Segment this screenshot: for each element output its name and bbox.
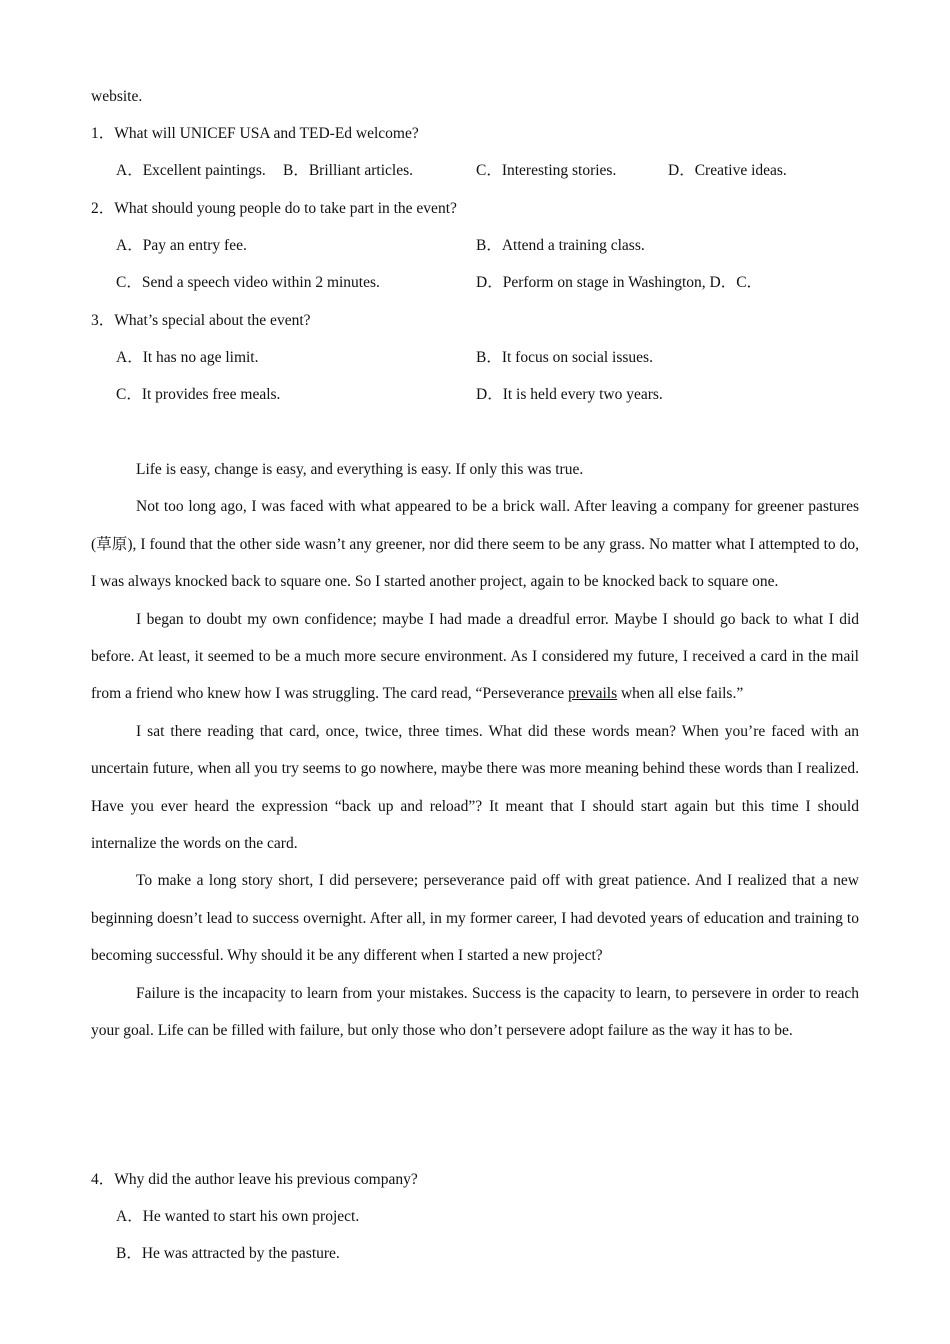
passage-paragraph-3 <box>91 601 859 713</box>
paragraph-3-text-before: I began to doubt my own confidence; maybe I had made a dreadful error. Maybe I should go back to what I did before. At least, it seemed to be a much more secure environment. As I considered my future, I received a card in the mail from a friend who knew how I was struggling. The card read, “Perseverance <box>91 610 859 703</box>
question-4-option-b: B．He was attracted by the pasture. <box>116 1245 340 1262</box>
question-4-option-a: A．He wanted to start his own project. <box>116 1208 360 1225</box>
question-2-option-a: A．Pay an entry fee. <box>116 237 247 254</box>
passage-paragraph-1: Life is easy, change is easy, and everything is easy. If only this was true. <box>136 461 584 478</box>
paragraph-3-text-after: when all else fails.” <box>617 685 744 703</box>
question-3-option-b: B．It focus on social issues. <box>476 349 653 366</box>
question-3-option-a: A．It has no age limit. <box>116 349 259 366</box>
question-2-option-c: C．Send a speech video within 2 minutes. <box>116 274 380 291</box>
underlined-word: prevails <box>568 685 618 703</box>
question-4-stem: 4．Why did the author leave his previous company? <box>91 1171 418 1188</box>
question-1-option-b: B．Brilliant articles. <box>283 162 414 179</box>
passage-paragraph-6: Failure is the incapacity to learn from your mistakes. Success is the capacity to learn, to persevere in order to reach your goal. Life can be filled with failure, but only those who don’t persevere adopt failure as the way it has to be. <box>91 984 859 1040</box>
passage-paragraph-2: Not too long ago, I was faced with what appeared to be a brick wall. After leaving a company for greener pastures (草原), I found that the other side wasn’t any greener, nor did there seem to be any grass. No matter what I attempted to do, I was always knocked back to square one. So I started another project, again to be knocked back to square one. <box>91 498 859 591</box>
question-2-option-d: D．Perform on stage in Washington, D．C． <box>476 274 763 291</box>
question-1-option-c: C．Interesting stories. <box>476 162 617 179</box>
passage-paragraph-4: I sat there reading that card, once, twice, three times. What did these words mean? When you’re faced with an uncertain future, when all you try seems to go nowhere, maybe there was more meaning behind these words than I realized. Have you ever heard the expression “back up and reload”? It meant that I should start again but this time I should internalize the words on the card. <box>91 722 859 853</box>
question-3-option-c: C．It provides free meals. <box>116 386 281 403</box>
question-1-stem: 1．What will UNICEF USA and TED-Ed welcome? <box>91 125 419 142</box>
question-1-option-a: A．Excellent paintings. <box>116 162 266 179</box>
question-2-option-b: B．Attend a training class. <box>476 237 645 254</box>
question-2-stem: 2．What should young people do to take part in the event? <box>91 200 457 217</box>
passage-paragraph-5: To make a long story short, I did persevere; perseverance paid off with great patience. And I realized that a new beginning doesn’t lead to success overnight. After all, in my former career, I had devoted years of education and training to becoming successful. Why should it be any different when I started a new project? <box>91 872 859 965</box>
question-1-option-d: D．Creative ideas. <box>668 162 787 179</box>
question-3-stem: 3．What’s special about the event? <box>91 312 311 329</box>
continued-text: website. <box>91 88 143 105</box>
reading-passage <box>91 451 859 1050</box>
question-3-option-d: D．It is held every two years. <box>476 386 663 403</box>
